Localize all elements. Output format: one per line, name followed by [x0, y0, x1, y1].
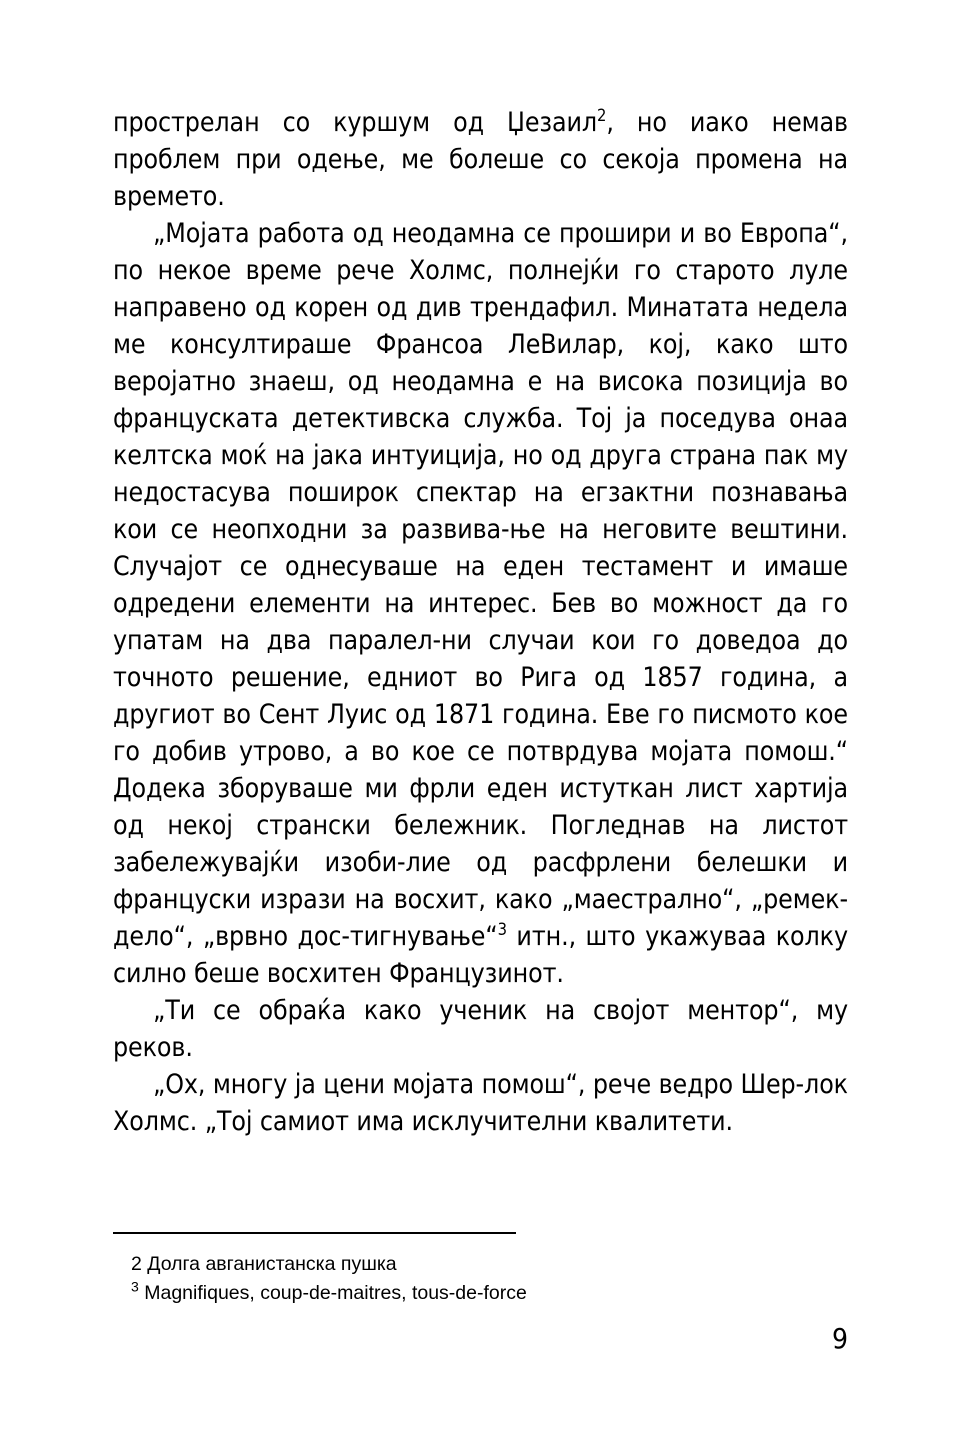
paragraph-text: , но иако немав проблем при одење, ме болеше со секоја промена на времето.: [113, 107, 849, 212]
paragraph-text: „Ти се обраќа како ученик на својот ментор“, му реков.: [113, 995, 848, 1063]
paragraph: [113, 215, 848, 992]
footnote-list: [113, 1250, 573, 1308]
paragraph-text: прострелан со куршум од Џезаил: [113, 107, 598, 138]
paragraph: [113, 1066, 848, 1140]
footnotes-section: [113, 1232, 573, 1308]
body-text-block: [113, 104, 848, 1140]
paragraph: [113, 104, 848, 215]
paragraph: [113, 992, 848, 1066]
paragraph-text: „Ох, многу ја цени мојата помош“, рече ведро Шер-лок Холмс. „Тој самиот има исклучителни квалитети.: [113, 1069, 848, 1137]
footnote-item: [131, 1279, 573, 1308]
footnote-marker: 2: [131, 1253, 142, 1275]
footnote-marker: 3: [131, 1278, 139, 1295]
footnote-reference-marker[interactable]: 3: [497, 920, 507, 940]
page-number: 9: [831, 1322, 848, 1355]
paragraph-text: итн., што укажуваа колку силно беше восхитен Французинот.: [113, 921, 848, 989]
paragraph-text: „Мојата работа од неодамна се прошири и во Европа“, по некое време рече Холмс, полнејќи го старото луле направено од корен од див трендафил. Минатата недела ме консултираше Франсоа ЛеВилар, кој, како што веројатно знаеш, од неодамна е на висока позиција во француската детективска служба. Тој ја поседува онаа келтска моќ на јака интуиција, но од друга страна пак му недостасува поширок спектар на егзактни познавања кои се неопходни за развива-ње на неговите вештини. Случајот се однесуваше на еден тестамент и имаше одредени елементи на интерес. Бев во можност да го упатам на два паралел-ни случаи кои го доведоа до точното решение, едниот во Рига од 1857 година, а другиот во Сент Луис од 1871 година. Еве го писмото кое го добив утрово, а во кое се потврдува мојата помош.“ Додека зборуваше ми фрли еден истуткан лист хартија од некој странски бележник. Погледнав на листот забележувајќи изоби-лие од расфрлени белешки и француски изрази на восхит, како „маестрално“, „ремек-дело“, „врвно дос-тигнување“: [113, 218, 848, 952]
footnote-item: [131, 1250, 573, 1279]
footnote-text: Долга авганистанска пушка: [147, 1253, 397, 1275]
footnote-separator-rule: [113, 1232, 516, 1234]
footnote-text: Magnifiques, coup-de-maitres, tous-de-force: [144, 1282, 527, 1304]
footnote-reference-marker[interactable]: 2: [597, 106, 607, 126]
